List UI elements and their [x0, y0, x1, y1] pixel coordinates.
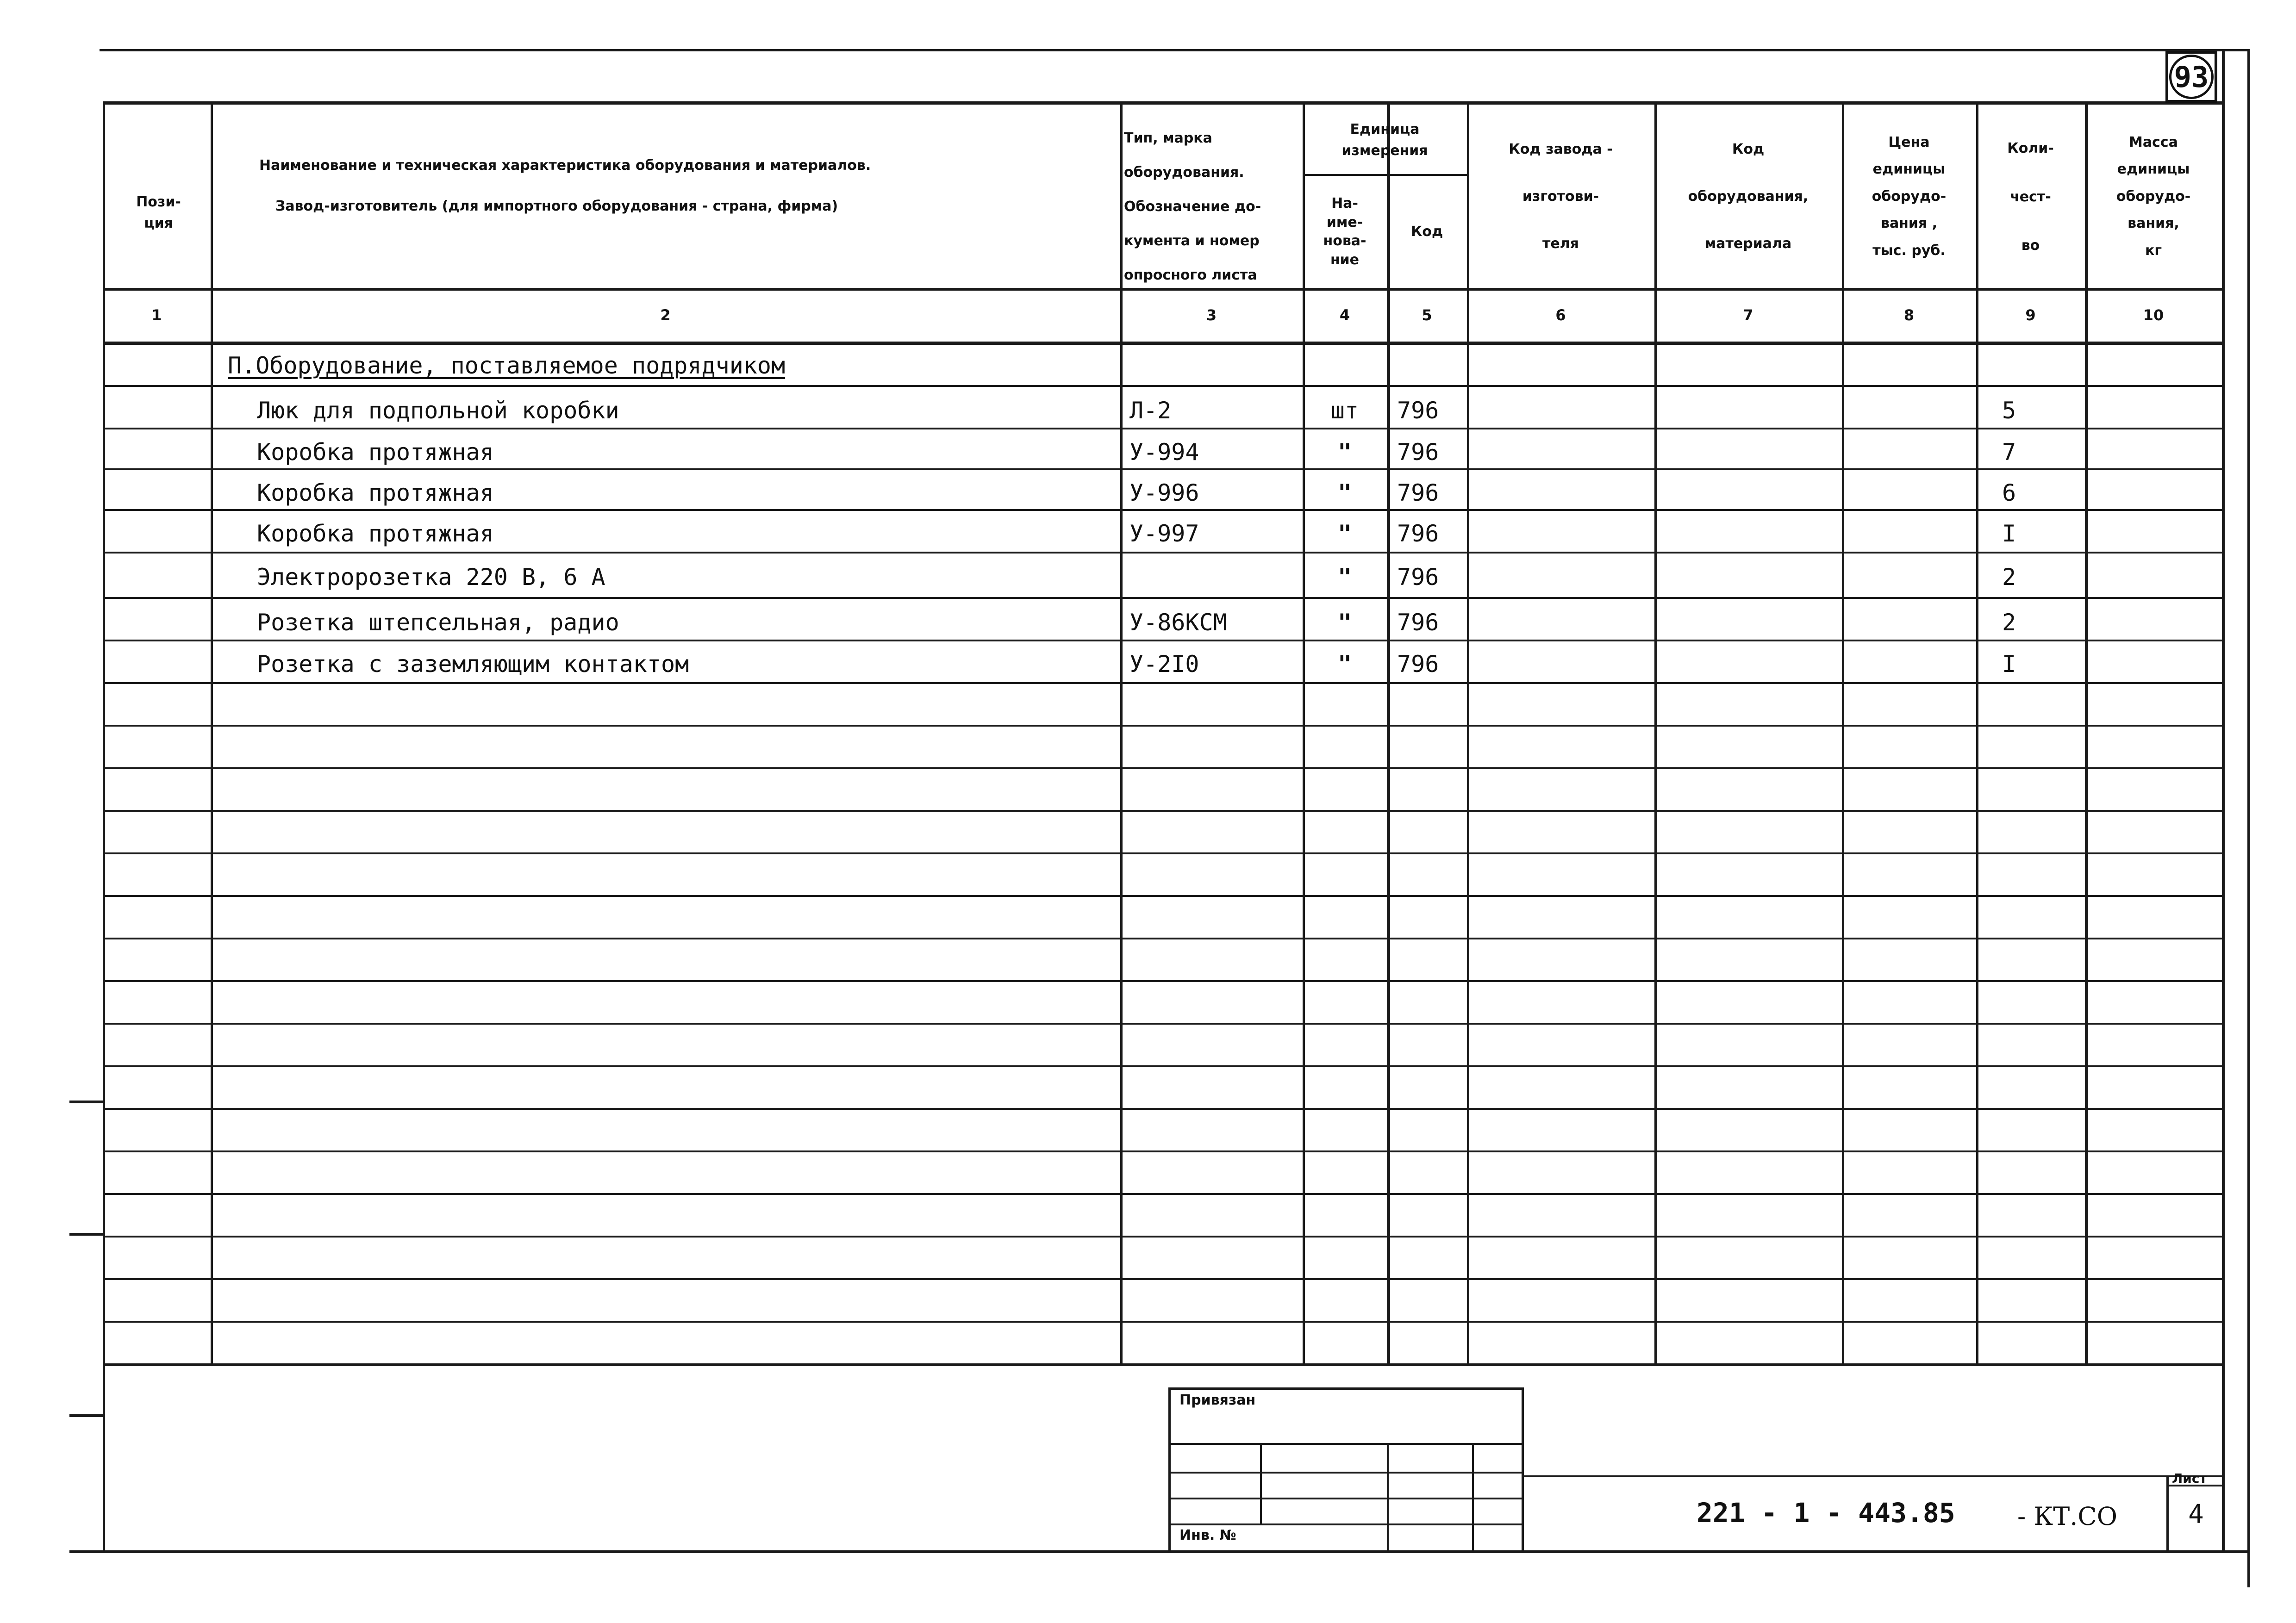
column-number-9: 9 [2025, 306, 2036, 324]
grid-line-h [103, 682, 2222, 684]
row-quantity: I [2002, 520, 2016, 547]
header-position: Пози- ция [136, 193, 181, 231]
header-unit-group: Единица измерения [1341, 121, 1428, 159]
grid-line-h [103, 980, 2222, 982]
column-number-6: 6 [1555, 306, 1566, 324]
stamp-attached-label: Привязан [1179, 1392, 1256, 1408]
header-equipment-code: Код оборудования, материала [1688, 141, 1809, 252]
grid-line-h [69, 1101, 103, 1103]
row-name: Коробка протяжная [257, 479, 494, 506]
row-type: Л-2 [1129, 397, 1172, 424]
grid-line-v [2222, 49, 2225, 1551]
grid-line-h [69, 1550, 2247, 1553]
header-price: Цена единицы оборудо- вания , тыс. руб. [1872, 134, 1947, 259]
row-name: Электророзетка 220 В, 6 А [257, 564, 605, 591]
grid-line-v [2247, 49, 2250, 1587]
grid-line-h [103, 428, 2222, 429]
row-unit-code: 796 [1397, 439, 1439, 466]
page-number-badge [2165, 51, 2217, 103]
grid-line-h [103, 342, 2222, 345]
grid-line-h [103, 552, 2222, 553]
document-code: 221 - 1 - 443.85 [1697, 1497, 1955, 1529]
page-number-circle [2169, 55, 2214, 99]
row-unit: " [1337, 609, 1352, 636]
grid-line-h [103, 1193, 2222, 1195]
row-unit-code: 796 [1397, 564, 1439, 591]
grid-line-h [103, 597, 2222, 599]
grid-line-h [103, 725, 2222, 727]
row-name: Коробка протяжная [257, 520, 494, 547]
grid-line-h [103, 101, 2222, 105]
column-number-5: 5 [1422, 306, 1432, 324]
grid-line-h [103, 640, 2222, 641]
grid-line-h [103, 895, 2222, 897]
column-number-10: 10 [2143, 306, 2164, 324]
row-quantity: 6 [2002, 479, 2016, 506]
row-quantity: I [2002, 651, 2016, 678]
header-name-line2: Завод-изготовитель (для импортного оборудования - страна, фирма) [275, 198, 838, 214]
grid-line-h [103, 468, 2222, 470]
row-type: У-86КСМ [1129, 609, 1227, 636]
grid-line-h [103, 1363, 2222, 1366]
grid-line-h [103, 1236, 2222, 1237]
row-unit: " [1337, 439, 1352, 466]
grid-line-h [103, 767, 2222, 769]
grid-line-h [1168, 1387, 1522, 1390]
row-unit-code: 796 [1397, 609, 1439, 636]
row-unit-code: 796 [1397, 651, 1439, 678]
row-quantity: 2 [2002, 609, 2016, 636]
grid-line-h [103, 1321, 2222, 1323]
row-name: Розетка штепсельная, радио [257, 609, 619, 636]
row-unit: шт [1330, 397, 1359, 424]
grid-line-h [100, 49, 2247, 51]
row-name: Коробка протяжная [257, 439, 494, 466]
sheet-number: 4 [2188, 1499, 2204, 1530]
header-unit-name: На- име- нова- ние [1323, 195, 1366, 268]
column-number-1: 1 [151, 306, 162, 324]
row-name: Розетка с заземляющим контактом [257, 651, 689, 678]
grid-line-v [1260, 1443, 1262, 1524]
column-number-7: 7 [1743, 306, 1753, 324]
grid-line-h [103, 1278, 2222, 1280]
grid-line-h [69, 1414, 103, 1417]
header-type: Тип, марка оборудования. Обозначение до- кумента и номер опросного листа [1124, 130, 1261, 283]
header-name-line1: Наименование и техническая характеристика оборудования и материалов. [259, 157, 871, 174]
column-number-2: 2 [660, 306, 671, 324]
section-title [228, 354, 785, 377]
grid-line-h [103, 1108, 2222, 1110]
header-mass: Масса единицы оборудо- вания, кг [2116, 134, 2191, 259]
row-type: У-997 [1129, 520, 1199, 547]
row-unit-code: 796 [1397, 479, 1439, 506]
column-number-8: 8 [1903, 306, 1915, 324]
header-name [213, 139, 1116, 287]
header-quantity: Коли- чест- во [2007, 140, 2054, 254]
grid-line-v [1387, 1443, 1389, 1551]
grid-line-h [1168, 1472, 1522, 1474]
header-unit-code: Код [1410, 223, 1443, 240]
document-suffix: - КТ.СО [2017, 1502, 2117, 1531]
row-quantity: 5 [2002, 397, 2016, 424]
section-title-text: П.Оборудование, поставляемое подрядчиком [228, 352, 786, 379]
grid-line-v [1522, 1387, 1524, 1551]
grid-line-h [103, 1065, 2222, 1067]
grid-line-h [103, 810, 2222, 812]
grid-line-h [1168, 1443, 1522, 1445]
row-name: Люк для подпольной коробки [257, 397, 619, 424]
page-number: 93 [2174, 60, 2209, 94]
grid-line-h [103, 1023, 2222, 1025]
row-quantity: 7 [2002, 439, 2016, 466]
row-type: У-994 [1129, 439, 1199, 466]
grid-line-h [69, 1233, 103, 1236]
grid-line-v [2166, 1475, 2169, 1551]
stamp-inv-label: Инв. № [1179, 1527, 1236, 1543]
column-number-3: 3 [1206, 306, 1217, 324]
row-unit: " [1337, 651, 1352, 678]
grid-line-h [1168, 1498, 1522, 1499]
row-type: У-2I0 [1129, 651, 1199, 678]
column-number-4: 4 [1339, 306, 1350, 324]
grid-line-h [103, 938, 2222, 939]
sheet-label: Лист [2172, 1471, 2207, 1486]
grid-line-h [1522, 1475, 2222, 1477]
grid-line-h [103, 1150, 2222, 1152]
row-unit: " [1337, 520, 1352, 547]
row-unit-code: 796 [1397, 520, 1439, 547]
grid-line-h [103, 385, 2222, 387]
row-unit: " [1337, 564, 1352, 591]
header-factory-code: Код завода - изготови- теля [1509, 141, 1613, 252]
row-quantity: 2 [2002, 564, 2016, 591]
grid-line-v [1472, 1443, 1474, 1551]
grid-line-h [103, 852, 2222, 854]
grid-line-v [1168, 1387, 1171, 1551]
grid-line-h [1168, 1524, 1522, 1525]
row-unit: " [1337, 479, 1352, 506]
grid-line-h [103, 509, 2222, 511]
row-type: У-996 [1129, 479, 1199, 506]
row-unit-code: 796 [1397, 397, 1439, 424]
